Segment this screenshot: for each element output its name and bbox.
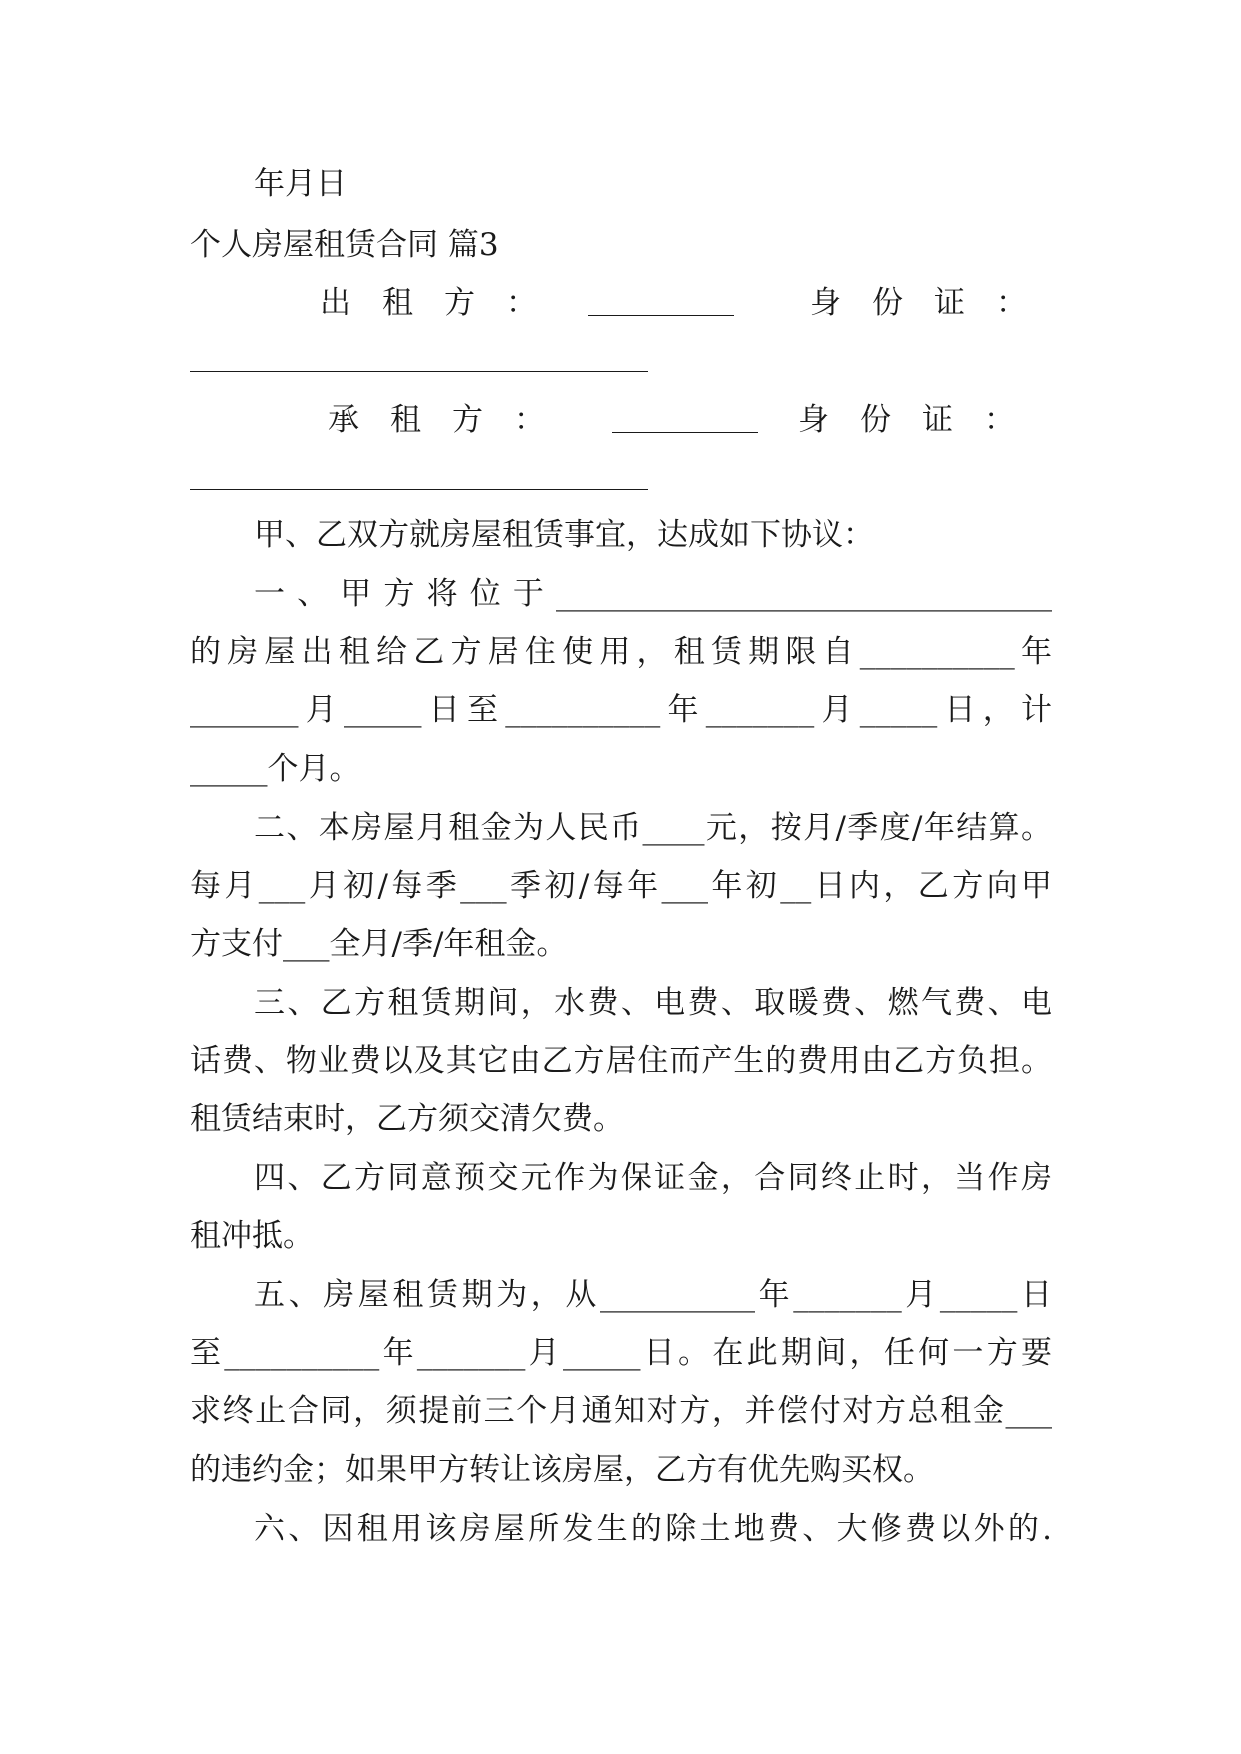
- intro-paragraph: 甲、乙双方就房屋租赁事宜，达成如下协议：: [254, 517, 874, 553]
- clause-4-line-1: 四、乙方同意预交元作为保证金，合同终止时，当作房: [254, 1160, 1052, 1196]
- clause-2-line-2: 每月___月初/每季___季初/每年___年初__日内，乙方向甲: [190, 868, 1052, 904]
- clause-3-line-3: 租赁结束时，乙方须交清欠费。: [190, 1101, 624, 1137]
- lessee-id-label: 身 份 证 ：: [798, 402, 1015, 438]
- lessor-name-blank[interactable]: [588, 315, 734, 316]
- lessee-name-blank[interactable]: [612, 432, 758, 433]
- document-title: 个人房屋租赁合同 篇3: [190, 227, 499, 263]
- lessor-label: 出 租 方 ：: [320, 285, 537, 321]
- lessee-label: 承 租 方 ：: [328, 402, 545, 438]
- clause-1-line-3: _______月_____日至__________年_______月_____日，计: [190, 692, 1052, 728]
- lessor-id-label: 身 份 证 ：: [810, 285, 1027, 321]
- lessee-id-blank[interactable]: [190, 489, 648, 490]
- clause-2-line-3: 方支付___全月/季/年租金。: [190, 926, 568, 962]
- clause-4-line-2: 租冲抵。: [190, 1218, 314, 1254]
- date-line: 年月日: [254, 166, 347, 202]
- clause-5-line-3: 求终止合同，须提前三个月通知对方，并偿付对方总租金___: [190, 1393, 1052, 1429]
- clause-6-line-1: 六、因租用该房屋所发生的除土地费、大修费以外的.: [254, 1511, 1052, 1547]
- lessor-id-blank[interactable]: [190, 371, 648, 372]
- clause-1-line-2: 的房屋出租给乙方居住使用，租赁期限自__________年: [190, 634, 1052, 670]
- clause-2-line-1: 二、本房屋月租金为人民币____元，按月/季度/年结算。: [254, 810, 1052, 846]
- clause-1-line-1: 一、甲方将位于________________________________: [254, 576, 1052, 612]
- clause-3-line-2: 话费、物业费以及其它由乙方居住而产生的费用由乙方负担。: [190, 1043, 1052, 1079]
- clause-3-line-1: 三、乙方租赁期间，水费、电费、取暖费、燃气费、电: [254, 985, 1052, 1021]
- clause-5-line-1: 五、房屋租赁期为，从__________年_______月_____日: [254, 1277, 1052, 1313]
- clause-5-line-2: 至__________年_______月_____日。在此期间，任何一方要: [190, 1335, 1052, 1371]
- clause-5-line-4: 的违约金；如果甲方转让该房屋，乙方有优先购买权。: [190, 1452, 934, 1488]
- clause-1-line-4: _____个月。: [190, 751, 361, 787]
